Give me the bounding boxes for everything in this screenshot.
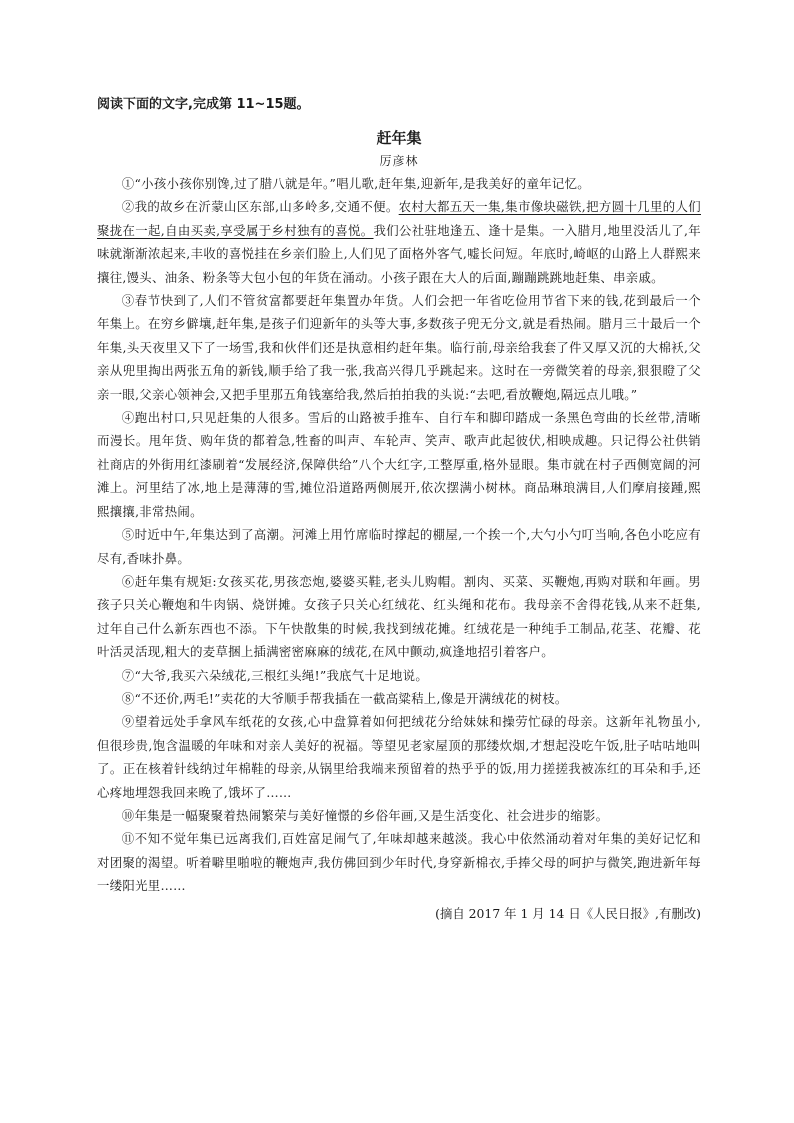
paragraph-2-underlined-sentence: 农村大都五天一集,集市像块磁铁,把方圆十几里的人们聚拢在一起,自由买卖,享受属于乡村独有的喜悦。 <box>97 199 701 238</box>
paragraph-2 <box>97 195 701 289</box>
paragraph-2-intro: ②我的故乡在沂蒙山区东部,山多岭多,交通不便。 <box>121 199 399 215</box>
paragraph-4: ④跑出村口,只见赶集的人很多。雪后的山路被手推车、自行车和脚印踏成一条黑色弯曲的长丝带,清晰而漫长。甩年货、购年货的都着急,牲畜的叫声、车轮声、笑声、歌声此起彼伏,相映成趣。只记得公社供销社商店的外街用红漆刷着“发展经济,保障供给”八个大红字,工整厚重,格外显眼。集市就在村子西侧宽阔的河滩上。河里结了冰,地上是薄薄的雪,摊位沿道路两侧展开,依次摆满小树林。商品琳琅满目,人们摩肩接踵,熙熙攘攘,非常热闹。 <box>97 410 701 519</box>
document-page <box>97 94 701 925</box>
paragraph-10: ⑩年集是一幅聚聚着热闹繁荣与美好憧憬的乡俗年画,又是生活变化、社会进步的缩影。 <box>121 807 609 823</box>
paragraph-1: ①“小孩小孩你别馋,过了腊八就是年。”唱儿歌,赶年集,迎新年,是我美好的童年记忆。 <box>121 176 590 191</box>
article-author: 厉彦林 <box>379 154 419 168</box>
article-title: 赶年集 <box>376 129 422 147</box>
question-instruction: 阅读下面的文字,完成第 11~15题。 <box>97 97 310 112</box>
paragraph-9: ⑨望着远处手拿风车纸花的女孩,心中盘算着如何把绒花分给妹妹和操劳忙碌的母亲。这新年礼物虽小,但很珍贵,饱含温暖的年味和对亲人美好的祝福。等望见老家屋顶的那缕炊烟,才想起没吃午饭,肚子咕咕地叫了。正在核着针线纳过年棉鞋的母亲,从锅里给我端来预留着的热乎乎的饭,用力搓搓我被冻红的耳朵和手,还心疼地埋怨我回来晚了,饿坏了…… <box>97 714 701 800</box>
paragraph-6: ⑥赶年集有规矩:女孩买花,男孩恋炮,婆婆买鞋,老头儿购帽。割肉、买菜、买鞭炮,再购对联和年画。男孩子只关心鞭炮和牛肉锅、烧饼摊。女孩子只关心红绒花、红头绳和花布。我母亲不舍得花钱,从来不赶集,过年自己什么新东西也不添。下午快散集的时候,我找到绒花摊。红绒花是一种纯手工制品,花茎、花瓣、花叶活灵活现,粗大的麦草捆上插满密密麻麻的绒花,在风中颤动,疯逢地招引着客户。 <box>97 573 701 660</box>
paragraph-2-rest: 我们公社驻地逢五、逢十是集。一入腊月,地里没活儿了,年味就渐渐浓起来,丰收的喜悦挂在乡亲们脸上,人们见了面格外客气,嘘长问短。年底时,崎岖的山路上人群熙来攘往,馒头、油条、粉条等大包小包的年货在涌动。小孩子跟在大人的后面,蹦蹦跳跳地赶集、串亲戚。 <box>97 222 701 285</box>
paragraph-11: ⑪不知不觉年集已远离我们,百姓富足闹气了,年味却越来越淡。我心中依然涌动着对年集的美好记忆和对团聚的渴望。听着噼里啪啦的鞭炮声,我仿佛回到少年时代,身穿新棉衣,手捧父母的呵护与微笑,跑进新年每一缕阳光里…… <box>97 831 701 894</box>
paragraph-5: ⑤时近中午,年集达到了高潮。河滩上用竹席临时撑起的棚屋,一个挨一个,大勺小勺叮当响,各色小吃应有尽有,香味扑鼻。 <box>97 527 701 566</box>
paragraph-7: ⑦“大爷,我买六朵绒花,三根红头绳!”我底气十足地说。 <box>121 667 429 683</box>
article-body <box>97 172 701 898</box>
paragraph-3: ③春节快到了,人们不管贫富都要赶年集置办年货。人们会把一年省吃俭用节省下来的钱,花到最后一个年集上。在穷乡僻壤,赶年集,是孩子们迎新年的头等大事,多数孩子兜无分文,就是看热闹。腊月三十最后一个年集,头天夜里又下了一场雪,我和伙伴们还是执意相约赶年集。临行前,母亲给我套了件又厚又沉的大棉袄,父亲从兜里掏出两张五角的新钱,顺手给了我一张,我高兴得几乎跳起来。这时在一旁微笑着的母亲,狠狠瞪了父亲一眼,父亲心领神会,又把手里那五角钱塞给我,然后拍拍我的头说:“去吧,看放鞭炮,隔远点儿哦。” <box>97 293 701 402</box>
source-citation: (摘自 2017 年 1 月 14 日《人民日报》,有删改) <box>435 905 701 921</box>
paragraph-8: ⑧“不还价,两毛!”卖花的大爷顺手帮我插在一截高粱秸上,像是开满绒花的树枝。 <box>121 690 568 706</box>
